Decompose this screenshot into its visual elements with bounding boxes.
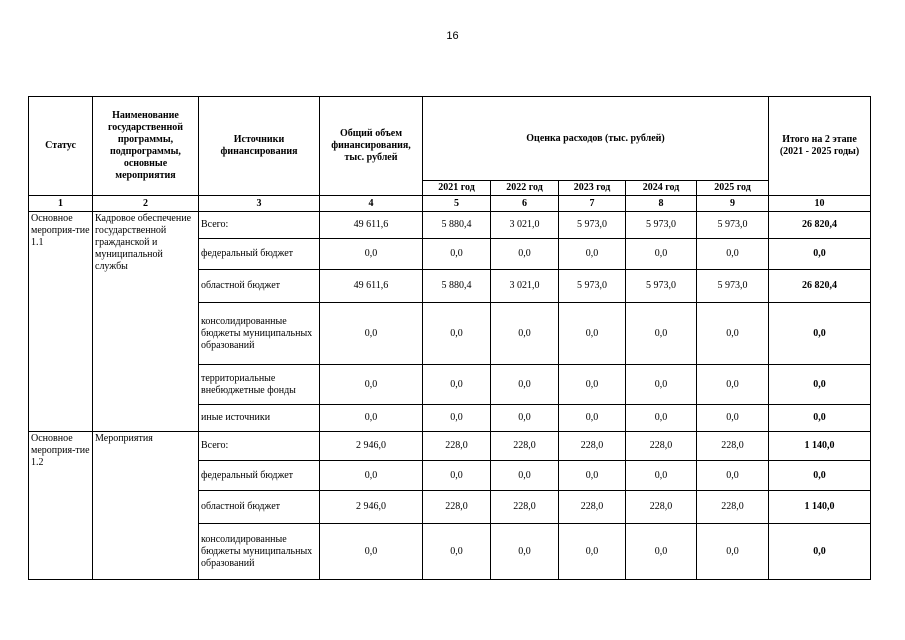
row-year-value: 5 880,4 [423, 270, 491, 303]
row-total: 49 611,6 [320, 270, 423, 303]
row-year-value: 0,0 [626, 405, 697, 432]
row-year-value: 0,0 [697, 239, 769, 270]
row-source: областной бюджет [199, 270, 320, 303]
row-year-value: 0,0 [626, 461, 697, 491]
header-sources: Источники финансирования [199, 97, 320, 196]
header-year: 2024 год [626, 181, 697, 196]
row-subtotal: 0,0 [769, 461, 871, 491]
row-subtotal: 1 140,0 [769, 432, 871, 461]
row-year-value: 0,0 [423, 365, 491, 405]
row-year-value: 0,0 [697, 303, 769, 365]
row-total: 2 946,0 [320, 491, 423, 524]
row-source: федеральный бюджет [199, 461, 320, 491]
column-number: 5 [423, 196, 491, 212]
column-number: 7 [559, 196, 626, 212]
row-year-value: 0,0 [423, 239, 491, 270]
row-year-value: 0,0 [491, 524, 559, 580]
row-subtotal: 0,0 [769, 524, 871, 580]
column-number: 4 [320, 196, 423, 212]
row-year-value: 0,0 [626, 524, 697, 580]
budget-table [28, 96, 871, 580]
row-year-value: 0,0 [423, 524, 491, 580]
row-year-value: 0,0 [626, 239, 697, 270]
row-source: Всего: [199, 432, 320, 461]
row-subtotal: 26 820,4 [769, 270, 871, 303]
row-status: Основное мероприя-тие 1.2 [29, 432, 93, 580]
row-source: иные источники [199, 405, 320, 432]
header-total: Общий объем финансирования, тыс. рублей [320, 97, 423, 196]
row-year-value: 0,0 [626, 303, 697, 365]
row-source: Всего: [199, 212, 320, 239]
header-year: 2023 год [559, 181, 626, 196]
header-estimate: Оценка расходов (тыс. рублей) [423, 97, 769, 181]
column-number: 8 [626, 196, 697, 212]
row-year-value: 5 973,0 [559, 212, 626, 239]
row-year-value: 3 021,0 [491, 212, 559, 239]
row-year-value: 0,0 [491, 239, 559, 270]
row-subtotal: 0,0 [769, 303, 871, 365]
row-total: 0,0 [320, 405, 423, 432]
row-year-value: 3 021,0 [491, 270, 559, 303]
row-source: консолидированные бюджеты муниципальных образований [199, 303, 320, 365]
row-year-value: 0,0 [559, 405, 626, 432]
column-number: 2 [93, 196, 199, 212]
row-year-value: 0,0 [423, 303, 491, 365]
row-year-value: 0,0 [559, 365, 626, 405]
row-year-value: 228,0 [423, 432, 491, 461]
header-year: 2025 год [697, 181, 769, 196]
row-year-value: 5 880,4 [423, 212, 491, 239]
row-total: 0,0 [320, 524, 423, 580]
row-year-value: 5 973,0 [697, 212, 769, 239]
row-name: Кадровое обеспечение государственной гражданской и муниципальной службы [93, 212, 199, 432]
table-row [29, 212, 871, 239]
row-total: 0,0 [320, 461, 423, 491]
column-number: 10 [769, 196, 871, 212]
row-year-value: 0,0 [423, 461, 491, 491]
row-total: 0,0 [320, 365, 423, 405]
row-source: консолидированные бюджеты муниципальных образований [199, 524, 320, 580]
row-year-value: 228,0 [491, 491, 559, 524]
row-year-value: 0,0 [491, 365, 559, 405]
header-status: Статус [29, 97, 93, 196]
row-source: областной бюджет [199, 491, 320, 524]
column-number: 6 [491, 196, 559, 212]
row-name: Мероприятия [93, 432, 199, 580]
row-year-value: 0,0 [491, 303, 559, 365]
row-year-value: 228,0 [491, 432, 559, 461]
header-year: 2021 год [423, 181, 491, 196]
column-number: 1 [29, 196, 93, 212]
header-year: 2022 год [491, 181, 559, 196]
row-year-value: 0,0 [491, 461, 559, 491]
row-year-value: 0,0 [559, 239, 626, 270]
row-year-value: 0,0 [423, 405, 491, 432]
row-subtotal: 26 820,4 [769, 212, 871, 239]
row-year-value: 228,0 [559, 432, 626, 461]
row-year-value: 228,0 [559, 491, 626, 524]
header-subtotal: Итого на 2 этапе (2021 - 2025 годы) [769, 97, 871, 196]
row-subtotal: 1 140,0 [769, 491, 871, 524]
row-source: федеральный бюджет [199, 239, 320, 270]
column-number: 9 [697, 196, 769, 212]
row-year-value: 0,0 [559, 524, 626, 580]
row-year-value: 0,0 [559, 461, 626, 491]
table-row [29, 432, 871, 461]
row-year-value: 0,0 [491, 405, 559, 432]
row-year-value: 0,0 [697, 461, 769, 491]
row-year-value: 0,0 [559, 303, 626, 365]
row-source: территориальные внебюджетные фонды [199, 365, 320, 405]
row-year-value: 0,0 [626, 365, 697, 405]
row-year-value: 0,0 [697, 524, 769, 580]
row-year-value: 0,0 [697, 365, 769, 405]
column-number: 3 [199, 196, 320, 212]
row-total: 0,0 [320, 303, 423, 365]
row-year-value: 228,0 [626, 432, 697, 461]
row-year-value: 228,0 [626, 491, 697, 524]
row-year-value: 228,0 [697, 432, 769, 461]
header-name: Наименование государственной программы, подпрограммы, основные мероприятия [93, 97, 199, 196]
row-year-value: 5 973,0 [559, 270, 626, 303]
row-year-value: 5 973,0 [626, 270, 697, 303]
row-year-value: 228,0 [423, 491, 491, 524]
row-year-value: 228,0 [697, 491, 769, 524]
row-year-value: 0,0 [697, 405, 769, 432]
page-number: 16 [446, 30, 459, 42]
row-subtotal: 0,0 [769, 365, 871, 405]
row-status: Основное мероприя-тие 1.1 [29, 212, 93, 432]
row-total: 2 946,0 [320, 432, 423, 461]
row-subtotal: 0,0 [769, 239, 871, 270]
row-year-value: 5 973,0 [697, 270, 769, 303]
row-year-value: 5 973,0 [626, 212, 697, 239]
row-total: 0,0 [320, 239, 423, 270]
row-subtotal: 0,0 [769, 405, 871, 432]
row-total: 49 611,6 [320, 212, 423, 239]
